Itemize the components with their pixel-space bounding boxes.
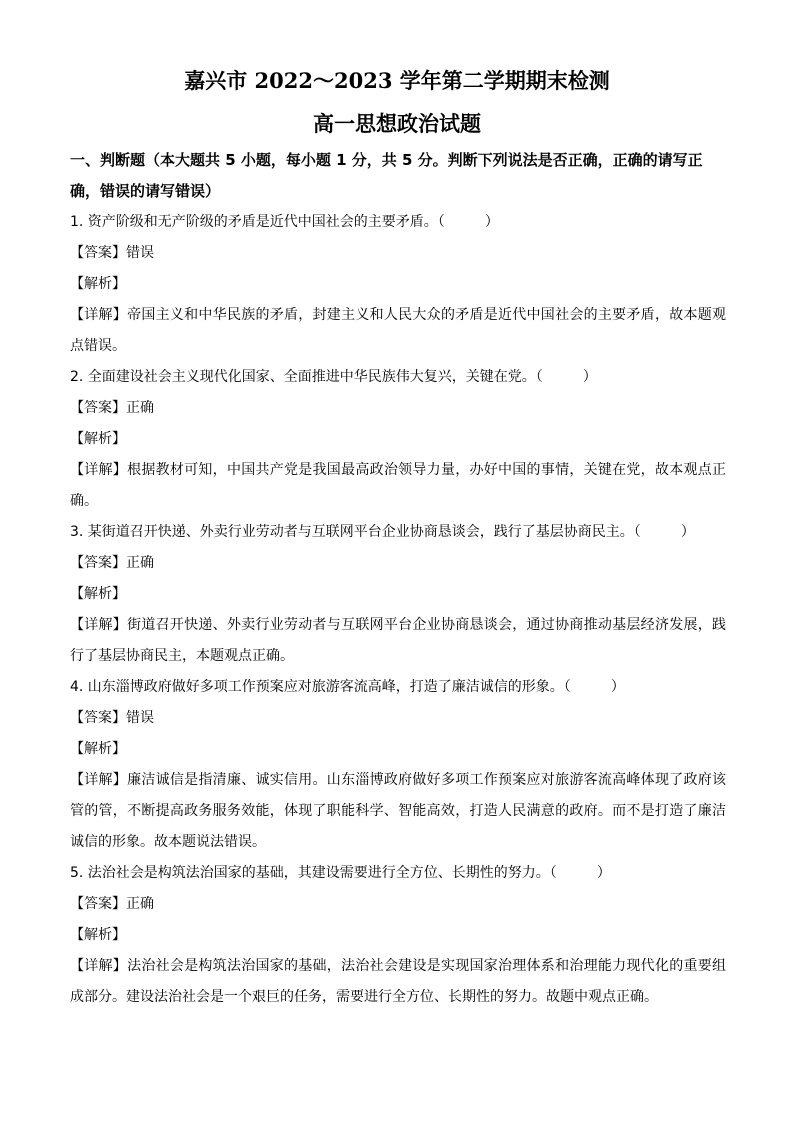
detail-label: 【详解】 (70, 307, 128, 323)
question-stem: 5. 法治社会是构筑法治国家的基础，其建设需要进行全方位、长期性的努力。（ ） (70, 865, 611, 881)
question-item (70, 362, 726, 517)
analysis-label: 【解析】 (70, 927, 126, 943)
answer-line (70, 889, 726, 920)
detail-text: 【详解】街道召开快递、外卖行业劳动者与互联网平台企业协商恳谈会，通过协商推动基层经济发展，践行了基层协商民主，本题观点正确。 (70, 617, 727, 664)
analysis-label: 【解析】 (70, 276, 126, 292)
question-item (70, 207, 726, 362)
question-item (70, 517, 726, 672)
section-heading: 一、判断题（本大题共 5 小题，每小题 1 分，共 5 分。判断下列说法是否正确，正确的请写正确，错误的请写错误） (70, 151, 703, 200)
document-title: 嘉兴市 2022～2023 学年第二学期期末检测 (184, 68, 610, 93)
answer-value: 正确 (126, 896, 154, 912)
analysis-label: 【解析】 (70, 741, 126, 757)
detail-text: 【详解】帝国主义和中华民族的矛盾，封建主义和人民大众的矛盾是近代中国社会的主要矛盾，故本题观点错误。 (70, 307, 727, 354)
answer-line (70, 393, 726, 424)
analysis-label: 【解析】 (70, 586, 126, 602)
answer-label: 【答案】 (70, 710, 126, 726)
detail-text: 【详解】廉洁诚信是指清廉、诚实信用。山东淄博政府做好多项工作预案应对旅游客流高峰体现了政府该管的管，不断提高政务服务效能，体现了职能科学、智能高效，打造人民满意的政府。而不是打造了廉洁诚信的形象。故本题说法错误。 (70, 772, 727, 850)
detail-text: 【详解】根据教材可知，中国共产党是我国最高政治领导力量，办好中国的事情，关键在党，故本观点正确。 (70, 462, 727, 509)
answer-line (70, 703, 726, 734)
answer-label: 【答案】 (70, 555, 126, 571)
analysis-label: 【解析】 (70, 431, 126, 447)
answer-label: 【答案】 (70, 400, 126, 416)
detail-label: 【详解】 (70, 617, 128, 633)
question-list (70, 207, 726, 1013)
answer-value: 错误 (126, 245, 154, 261)
detail-label: 【详解】 (70, 772, 128, 788)
document-subtitle: 高一思想政治试题 (313, 111, 481, 136)
question-stem: 3. 某街道召开快递、外卖行业劳动者与互联网平台企业协商恳谈会，践行了基层协商民主。（ ） (70, 524, 695, 540)
answer-label: 【答案】 (70, 245, 126, 261)
answer-value: 正确 (126, 555, 154, 571)
question-item (70, 858, 726, 1013)
detail-text: 【详解】法治社会是构筑法治国家的基础，法治社会建设是实现国家治理体系和治理能力现代化的重要组成部分。建设法治社会是一个艰巨的任务，需要进行全方位、长期性的努力。故题中观点正确。 (70, 958, 727, 1005)
answer-label: 【答案】 (70, 896, 126, 912)
answer-line (70, 548, 726, 579)
answer-value: 正确 (126, 400, 154, 416)
detail-label: 【详解】 (70, 462, 128, 478)
question-stem: 1. 资产阶级和无产阶级的矛盾是近代中国社会的主要矛盾。（ ） (70, 214, 499, 230)
question-stem: 2. 全面建设社会主义现代化国家、全面推进中华民族伟大复兴，关键在党。（ ） (70, 369, 597, 385)
answer-line (70, 238, 726, 269)
answer-value: 错误 (126, 710, 154, 726)
question-item (70, 672, 726, 858)
detail-label: 【详解】 (70, 958, 128, 974)
question-stem: 4. 山东淄博政府做好多项工作预案应对旅游客流高峰，打造了廉洁诚信的形象。（ ） (70, 679, 625, 695)
